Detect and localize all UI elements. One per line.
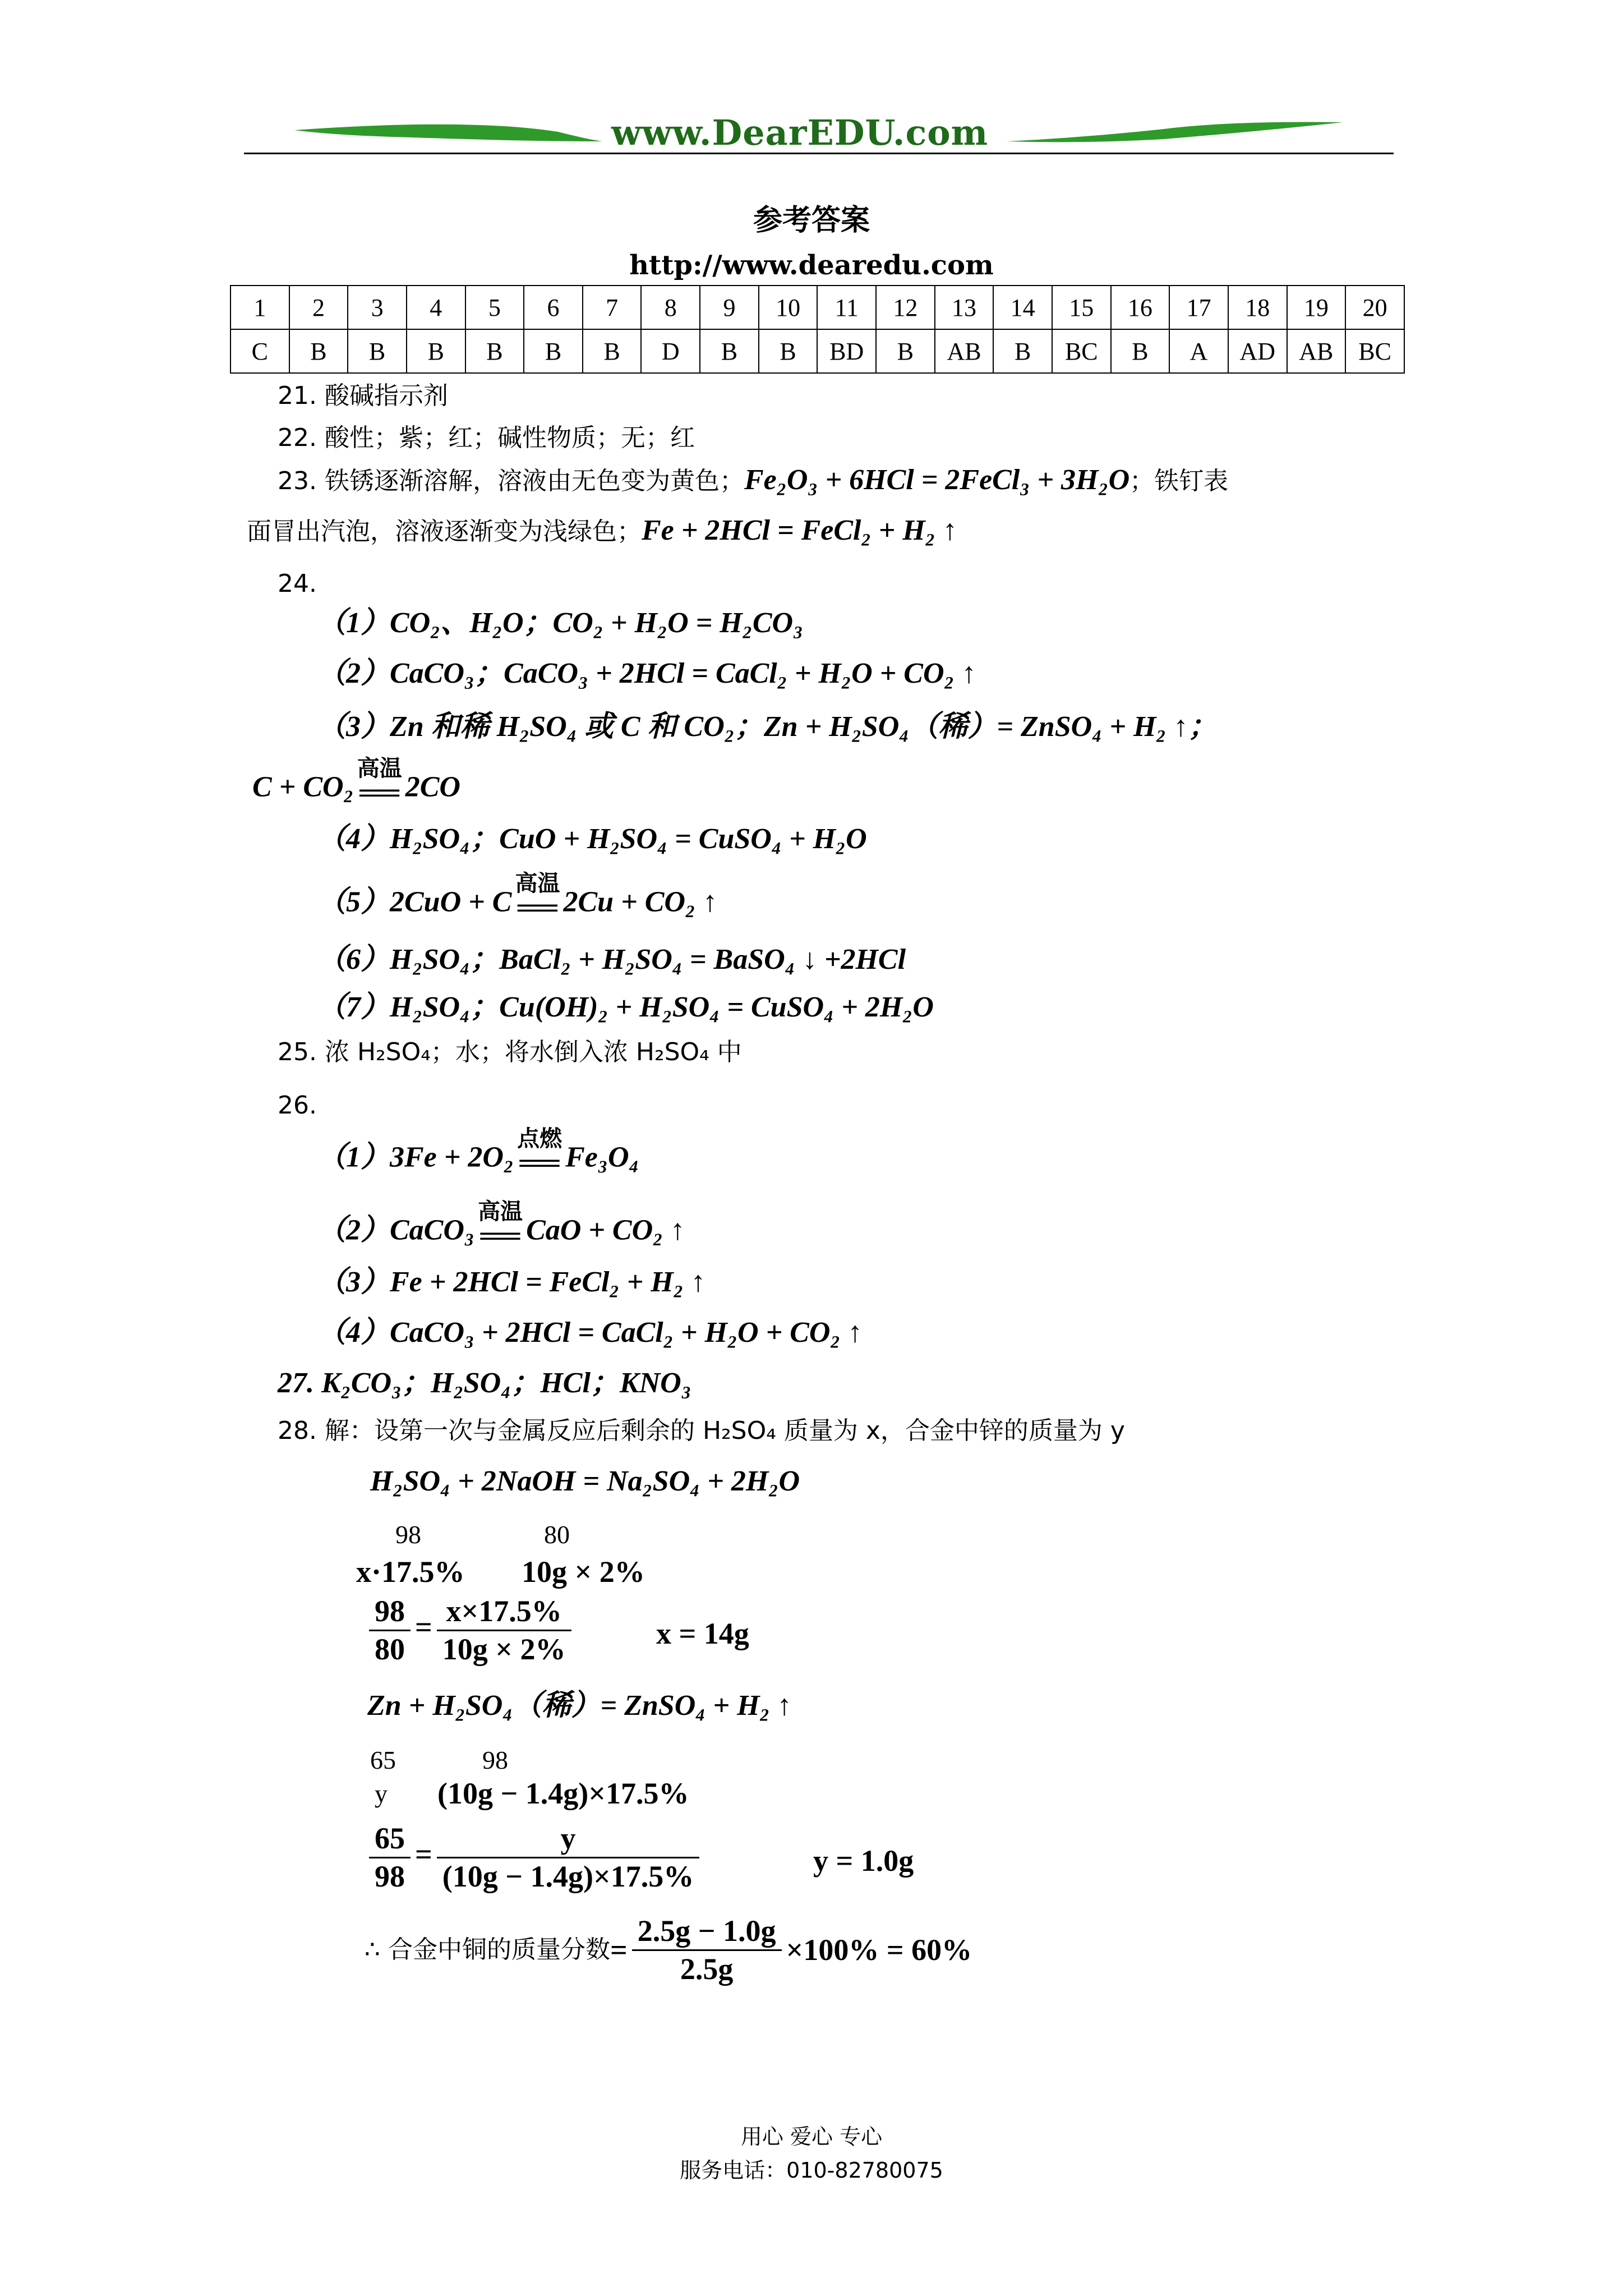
table-cell: 10 — [759, 286, 818, 329]
equation-left: C + CO₂ — [252, 771, 354, 803]
table-cell: 16 — [1111, 286, 1170, 329]
answer-27: 27. K₂CO₃；H₂SO₄；HCl；KNO₃ — [278, 1367, 691, 1399]
numerator: y — [437, 1820, 700, 1858]
proportion-2 — [365, 1820, 704, 1895]
final-answer — [365, 1913, 972, 1987]
answer-26-part-4: （4）CaCO₃ + 2HCl = CaCl₂ + H₂O + CO₂ ↑ — [317, 1317, 863, 1349]
result-y: y = 1.0g — [813, 1844, 914, 1878]
fraction-left — [369, 1593, 411, 1668]
reaction-condition — [517, 1126, 562, 1178]
condition-label: 点燃 — [517, 1126, 562, 1152]
final-result: ×100% = 60% — [786, 1932, 972, 1967]
table-cell: 20 — [1345, 286, 1404, 329]
table-cell: 18 — [1228, 286, 1287, 329]
answer-24-part-7: （7）H₂SO₄；Cu(OH)₂ + H₂SO₄ = CuSO₄ + 2H₂O — [317, 991, 934, 1023]
condition-label: 高温 — [515, 871, 560, 896]
table-cell: BD — [817, 329, 876, 373]
answer-28-intro: 28. 解：设第一次与金属反应后剩余的 H₂SO₄ 质量为 x，合金中锌的质量为 y — [278, 1416, 1125, 1445]
equation-right: 2Cu + CO₂ ↑ — [563, 886, 718, 918]
table-cell: B — [876, 329, 935, 373]
answer-26-label: 26. — [278, 1091, 317, 1120]
denominator: 10g × 2% — [442, 1632, 566, 1666]
result-x: x = 14g — [656, 1617, 749, 1650]
table-cell: 3 — [348, 286, 407, 329]
answer-row — [230, 329, 1404, 373]
answer-26-part-1 — [317, 1126, 639, 1178]
answer-23-text-b: ；铁钉表 — [1129, 467, 1229, 495]
mass-expression-1b: 10g × 2% — [522, 1555, 645, 1589]
denominator: (10g − 1.4g)×17.5% — [442, 1859, 694, 1893]
answer-24-part-1: （1）CO₂、H₂O；CO₂ + H₂O = H₂CO₃ — [317, 607, 804, 639]
equals-sign: = — [415, 1837, 432, 1871]
table-cell: 19 — [1287, 286, 1346, 329]
answer-23-line-2 — [247, 513, 957, 548]
table-cell: B — [700, 329, 759, 373]
equals-sign: = — [610, 1932, 628, 1967]
table-cell: AB — [935, 329, 994, 373]
answer-24-part-6: （6）H₂SO₄；BaCl₂ + H₂SO₄ = BaSO₄ ↓ +2HCl — [317, 944, 906, 976]
footer-phone: 服务电话：010-82780075 — [680, 2158, 943, 2183]
answer-26-part-3: （3）Fe + 2HCl = FeCl₂ + H₂ ↑ — [317, 1266, 706, 1298]
mass-expression-2a: y — [375, 1779, 388, 1808]
reaction-condition — [357, 756, 402, 808]
equation-left: （1）3Fe + 2O₂ — [317, 1141, 514, 1174]
table-cell: AB — [1287, 329, 1346, 373]
condition-label: 高温 — [478, 1199, 523, 1225]
answer-23-equation-1: Fe₂O₃ + 6HCl = 2FeCl₃ + 3H₂O — [744, 464, 1130, 496]
answer-24-part-5 — [317, 871, 718, 923]
table-cell: 13 — [935, 286, 994, 329]
table-cell: 4 — [407, 286, 465, 329]
molar-mass-h2so4: 98 — [395, 1520, 421, 1549]
condition-label: 高温 — [357, 756, 402, 781]
denominator: 98 — [375, 1859, 405, 1893]
table-cell: B — [759, 329, 818, 373]
answer-23-text-c: 面冒出汽泡，溶液逐渐变为浅绿色； — [247, 517, 642, 546]
answer-24-part-2: （2）CaCO₃；CaCO₃ + 2HCl = CaCl₂ + H₂O + CO₂ ↑ — [317, 657, 976, 689]
mass-expression-2b: (10g − 1.4g)×17.5% — [437, 1777, 689, 1810]
answer-24-part-3: （3）Zn 和稀 H₂SO₄ 或 C 和 CO₂；Zn + H₂SO₄（稀）= ZnSO₄ + H₂ ↑； — [317, 711, 1218, 743]
equation-left: （5）2CuO + C — [317, 886, 512, 918]
answer-24-part-3-equation-2 — [252, 756, 460, 808]
molar-mass-naoh: 80 — [544, 1520, 570, 1549]
reaction-condition — [478, 1199, 523, 1251]
table-cell: 9 — [700, 286, 759, 329]
numerator: 98 — [369, 1593, 411, 1631]
logo-text: www.DearEDU.com — [611, 112, 989, 153]
final-fraction — [632, 1913, 782, 1987]
answer-26-part-2 — [317, 1199, 685, 1251]
table-cell: 12 — [876, 286, 935, 329]
table-cell: 15 — [1052, 286, 1111, 329]
table-cell: B — [1111, 329, 1170, 373]
equation-right: 2CO — [405, 771, 460, 803]
final-answer-label: ∴ 合金中铜的质量分数 — [365, 1935, 610, 1964]
site-url: http://www.dearedu.com — [629, 250, 994, 281]
equation-right: Fe₃O₄ — [565, 1141, 639, 1174]
page-title: 参考答案 — [753, 204, 870, 237]
mass-expression-1a: x·17.5% — [356, 1555, 465, 1589]
table-cell: 6 — [524, 286, 583, 329]
reaction-condition — [515, 871, 560, 923]
table-cell: B — [407, 329, 465, 373]
answer-24-part-4: （4）H₂SO₄；CuO + H₂SO₄ = CuSO₄ + H₂O — [317, 823, 867, 855]
table-cell: 1 — [230, 286, 289, 329]
answer-24-label: 24. — [278, 569, 317, 598]
denominator: 80 — [375, 1632, 405, 1666]
equation-right: CaO + CO₂ ↑ — [526, 1214, 685, 1246]
double-equals-sign: ══ — [480, 1220, 520, 1251]
table-cell: B — [348, 329, 407, 373]
answer-23-line-1 — [278, 463, 1228, 498]
answer-22: 22. 酸性；紫；红；碱性物质；无；红 — [278, 424, 695, 452]
fraction-left — [369, 1820, 411, 1895]
answer-23-equation-2: Fe + 2HCl = FeCl₂ + H₂ ↑ — [642, 514, 957, 546]
answer-28-equation-1: H₂SO₄ + 2NaOH = Na₂SO₄ + 2H₂O — [370, 1465, 800, 1497]
fraction-right — [437, 1820, 700, 1895]
table-cell: B — [465, 329, 524, 373]
answer-23-text-a: 23. 铁锈逐渐溶解，溶液由无色变为黄色； — [278, 467, 744, 495]
table-cell: BC — [1345, 329, 1404, 373]
proportion-1 — [365, 1593, 576, 1668]
fraction-right — [437, 1593, 571, 1668]
table-cell: B — [583, 329, 642, 373]
table-cell: B — [524, 329, 583, 373]
table-cell: 17 — [1169, 286, 1228, 329]
double-equals-sign: ══ — [359, 776, 400, 808]
molar-mass-h2so4-2: 98 — [482, 1746, 508, 1774]
equation-left: （2）CaCO₃ — [317, 1214, 475, 1246]
answer-table — [230, 285, 1405, 374]
numerator: x×17.5% — [437, 1593, 571, 1631]
answer-28-equation-2: Zn + H₂SO₄（稀）= ZnSO₄ + H₂ ↑ — [367, 1690, 792, 1722]
table-cell: BC — [1052, 329, 1111, 373]
question-number-row — [230, 286, 1404, 329]
equals-sign: = — [415, 1610, 432, 1644]
table-cell: 5 — [465, 286, 524, 329]
answer-21: 21. 酸碱指示剂 — [278, 381, 448, 410]
table-cell: C — [230, 329, 289, 373]
table-cell: D — [641, 329, 700, 373]
table-cell: A — [1169, 329, 1228, 373]
table-cell: 2 — [289, 286, 348, 329]
footer-slogan: 用心 爱心 专心 — [740, 2124, 883, 2149]
numerator: 65 — [369, 1820, 411, 1858]
header-divider — [244, 153, 1394, 154]
table-cell: 7 — [583, 286, 642, 329]
answer-25: 25. 浓 H₂SO₄；水；将水倒入浓 H₂SO₄ 中 — [278, 1038, 742, 1066]
double-equals-sign: ══ — [518, 891, 557, 923]
numerator: 2.5g − 1.0g — [632, 1913, 782, 1951]
double-equals-sign: ══ — [519, 1147, 560, 1178]
table-cell: 14 — [993, 286, 1052, 329]
table-cell: B — [993, 329, 1052, 373]
table-cell: 11 — [817, 286, 876, 329]
table-cell: 8 — [641, 286, 700, 329]
molar-mass-zn: 65 — [370, 1746, 396, 1774]
table-cell: B — [289, 329, 348, 373]
denominator: 2.5g — [680, 1952, 734, 1986]
table-cell: AD — [1228, 329, 1287, 373]
